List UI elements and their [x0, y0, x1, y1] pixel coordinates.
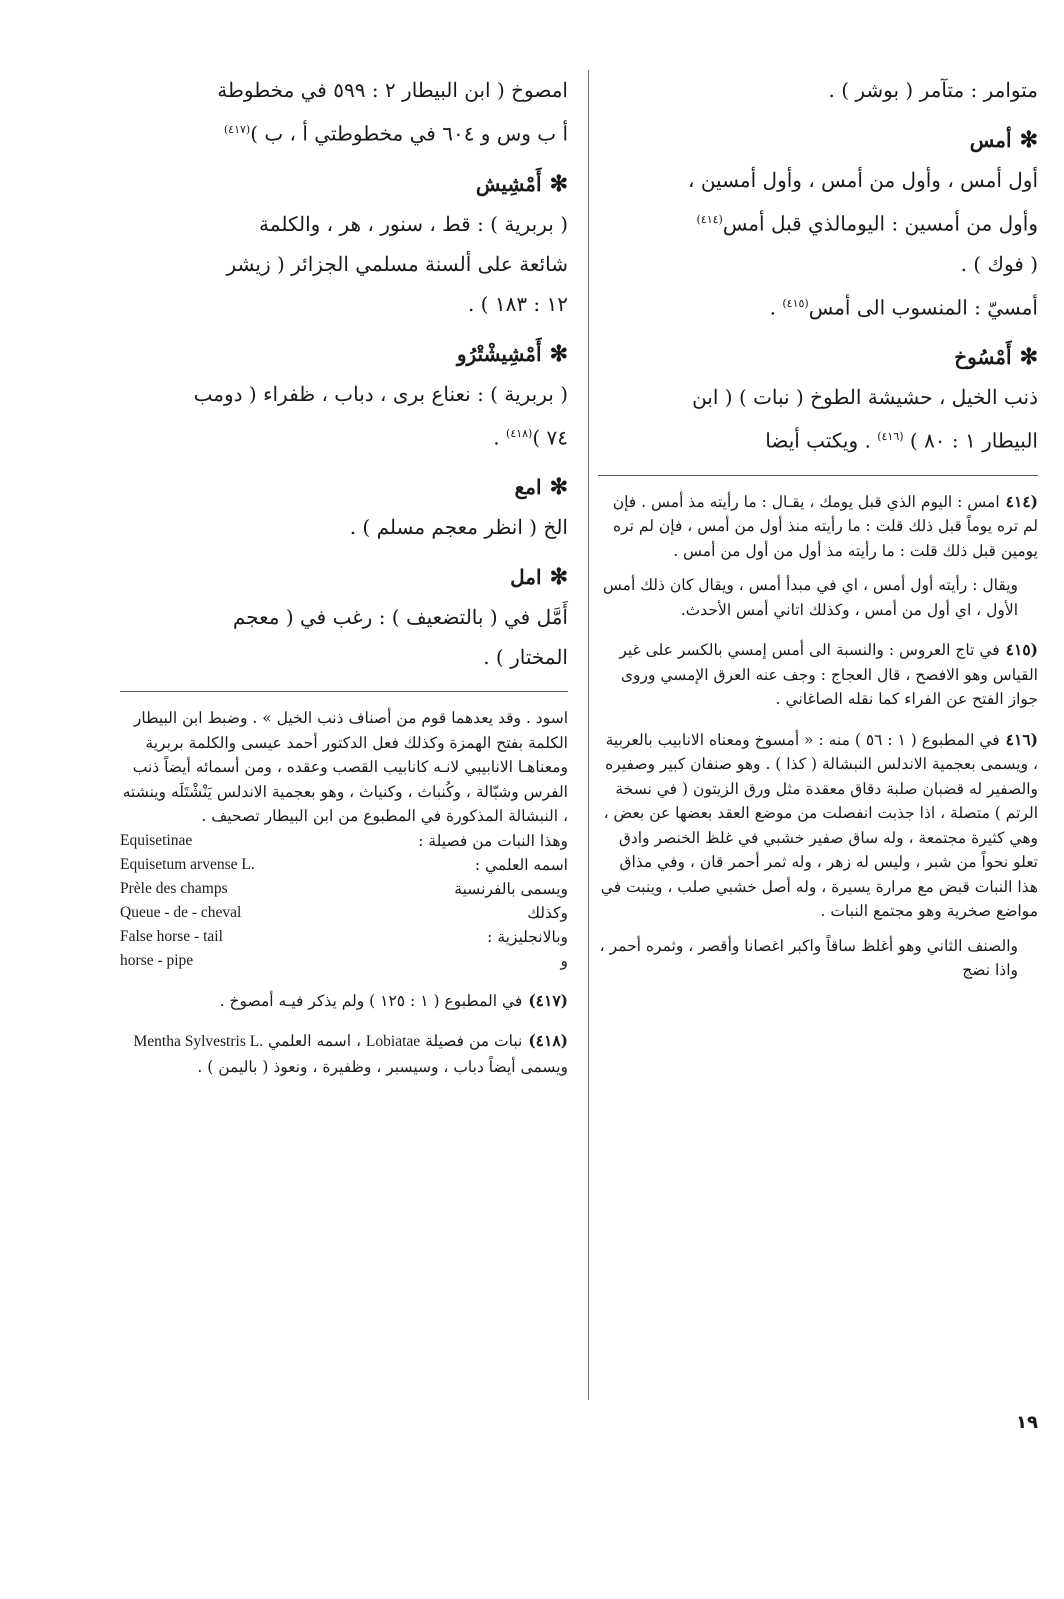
footnote-separator — [120, 691, 568, 692]
entry-line: وأول من أمسين : اليومالذي قبل أمس$^{(٤١٤)}$ — [696, 211, 1038, 236]
entry-amshish — [120, 164, 568, 324]
entry-line: شائعة على ألسنة مسلمي الجزائر ( زيشر — [226, 251, 568, 276]
asterisk-icon: ✻ — [549, 340, 568, 367]
entry-headword: ✻أَمْشِيش — [475, 170, 568, 197]
entry-line: ١٢ : ١٨٣ ) . — [467, 291, 568, 316]
entry-headword: ✻امع — [514, 474, 568, 501]
entry-line: أمسيّ : المنسوب الى أمس$^{(٤١٥)}$ . — [769, 295, 1038, 320]
footnote-ref: (٤١٨) — [506, 426, 533, 440]
latin-family-name: Lobiatae — [365, 1033, 421, 1051]
footnote-number: (٤١٨) — [528, 1031, 568, 1051]
footnote-paragraph: (٤١٤امس : اليوم الذي قبل يومك ، يقـال : ما رأيته مذ أمس . فإن لم تره يوماً قبل ذلك قلت : ما رأيته منذ أول من أمس ، فإن لم تره يومين قبل ذلك قلت : ما رأيته مذ أول من أول من أمس . — [612, 491, 1038, 560]
footnote-number: (٤١٤ — [1005, 491, 1038, 511]
footnote-number: (٤١٧) — [528, 990, 568, 1010]
footnote-416-continued — [120, 706, 568, 973]
asterisk-icon: ✻ — [549, 474, 568, 501]
entry-amshishtru — [120, 334, 568, 458]
entry-line: الخ ( انظر معجم مسلم ) . — [349, 515, 568, 540]
footnote-416 — [598, 728, 1038, 983]
latin-names-table — [120, 829, 568, 973]
footnote-415 — [598, 638, 1038, 712]
entry-headword: ✻امل — [510, 564, 568, 591]
asterisk-icon: ✻ — [1019, 127, 1038, 153]
latin-row: وبالانجليزية : False horse - tail — [120, 927, 568, 946]
footnote-ref: (٤١٧) — [223, 123, 251, 136]
latin-row: و horse - pipe — [120, 951, 568, 970]
footnote-417 — [120, 989, 568, 1014]
footnote-number: (٤١٥ — [1005, 640, 1038, 660]
footnote-paragraph: (٤١٨)نبات من فصيلة Lobiatae ، اسمه العلمي Mentha Sylvestris L. ويسمى أيضاً دباب ، وسيسبر ، وظفيرة ، ونعوذ ( باليمن ) . — [133, 1031, 568, 1076]
footnote-paragraph: (٤١٦في المطبوع ( ١ : ٥٦ ) منه : « أمسوخ ومعناه الانابيب بالعربية ، ويسمى بعجمية الاندلس النبشالة ( كذا ) . وهو صنفان كبير وصفيره والصفير له قضبان صلبة دقاق معقدة مثل ورق الزيتون ( في نسخة الرتم ) متصلة ، اذا جذبت انفصلت من موضع العقد بعضها عن بعض ، وهي كثيرة مجتمعة ، وله ساق صفير خشبي في غلظ الخنصر وادق تعلو نحواً من شبر ، وليس له زهر ، وله ثمر أحمر قان ، وفي مذاق هذا النبات قبض مع مرارة يسيرة ، وله أصل خشبي صلب ، وينبت في مواضع صخرية وهو مجتمع النبات . — [600, 729, 1038, 921]
right-column — [598, 70, 1038, 999]
footnote-ref: (٤١٥) — [782, 296, 809, 310]
right-footnotes — [598, 490, 1038, 983]
asterisk-icon: ✻ — [549, 170, 568, 197]
column-divider — [588, 70, 589, 1400]
entry-line: ( بربرية ) : نعناع برى ، دباب ، ظفراء ( دومب — [193, 381, 568, 406]
entry-line: ( فوك ) . — [960, 251, 1038, 276]
continuation-line: أ ب وس و ٦٠٤ في مخطوطتي أ ، ب )$^{(٤١٧)}$ — [223, 121, 568, 146]
footnote-paragraph: والصنف الثاني وهو أغلظ ساقاً واكبر اغصانا وأقصر ، وثمره أحمر ، واذا نضج — [599, 936, 1018, 980]
page-number: ١٩ — [1016, 1412, 1038, 1433]
latin-row: اسمه العلمي : Equisetum arvense L. — [120, 855, 568, 874]
entry-headword: ✻أمس — [969, 127, 1038, 153]
latin-scientific-name: Mentha Sylvestris L. — [133, 1033, 264, 1051]
latin-row: ويسمى بالفرنسية Prèle des champs — [120, 879, 568, 898]
footnote-414 — [598, 490, 1038, 623]
footnote-ref: (٤١٦) — [877, 430, 904, 444]
asterisk-icon: ✻ — [549, 564, 568, 591]
entry-line: ( بربرية ) : قط ، سنور ، هر ، والكلمة — [259, 211, 568, 236]
entry-ama — [120, 467, 568, 547]
latin-row: وهذا النبات من فصيلة : Equisetinae — [120, 831, 568, 850]
right-main-text — [598, 70, 1038, 461]
footnote-number: (٤١٦ — [1005, 729, 1038, 749]
left-footnotes — [120, 706, 568, 1079]
entry-ams — [598, 120, 1038, 327]
entry-line: المختار ) . — [483, 645, 568, 670]
entry-headword: ✻أَمْسُوخ — [954, 344, 1038, 371]
left-main-text — [120, 70, 568, 677]
entry-line: البيطار ١ : ٨٠ ) $^{(٤١٦)}$ . ويكتب أيضا — [765, 428, 1038, 453]
footnote-paragraph: اسود . وقد يعدهما قوم من أصناف ذنب الخيل » . وضبط ابن البيطار الكلمة بفتح الهمزة وكذلك فعل الدكتور أحمد عيسى والكلمة بربرية ومعناهـا الانابيبي لانـه كانابيب القصب وعقده ، ومن أسمائه أيضاً ذنب الفرس وشبّالة ، وكُنباث ، وكنياث ، وهو بعجمية الاندلس يَنْشْتَلَه وينشته ، النبشالة المذكورة في المطبوع من ابن البيطار تصحيف . — [122, 709, 568, 826]
entry-line: ذنب الخيل ، حشيشة الطوخ ( نبات ) ( ابن — [692, 385, 1038, 410]
intro-line: متوامر : متآمر ( بوشر ) . — [828, 78, 1038, 102]
footnote-ref: (٤١٤) — [696, 213, 723, 226]
footnote-418 — [120, 1029, 568, 1079]
entry-line: أَمَّل في ( بالتضعيف ) : رغب في ( معجم — [232, 605, 568, 630]
footnote-separator — [598, 475, 1038, 476]
entry-aml — [120, 557, 568, 677]
footnote-paragraph: (٤١٥في تاج العروس : والنسبة الى أمس إمسي بالكسر على غير القياس وهو الافصح ، قال العجاج : وجف عنه العرق الإمسي وروى جواز الفتح عن الفراء كما نقله الصاغاني . — [619, 640, 1038, 709]
entry-line: ٧٤ )$^{(٤١٨)}$ . — [493, 425, 568, 450]
entry-amsukh — [598, 337, 1038, 461]
footnote-paragraph: ويقال : رأيته أول أمس ، اي في مبدأ أمس ، ويقال كان ذلك أمس الأول ، اي أول من أمس ، وكذلك اتاني أمس الأحدث. — [602, 576, 1018, 619]
entry-headword: ✻أَمْشِيشْتْرُو — [456, 340, 568, 367]
entry-line: أول أمس ، وأول من أمس ، وأول أمسين ، — [688, 168, 1038, 192]
footnote-paragraph: (٤١٧)في المطبوع ( ١ : ١٢٥ ) ولم يذكر فيـه أمصوخ . — [219, 990, 568, 1010]
left-column — [120, 70, 568, 1095]
asterisk-icon: ✻ — [1019, 344, 1038, 371]
continuation-line: امصوخ ( ابن البيطار ٢ : ٥٩٩ في مخطوطة — [217, 78, 568, 102]
latin-row: وكذلك Queue - de - cheval — [120, 903, 568, 922]
